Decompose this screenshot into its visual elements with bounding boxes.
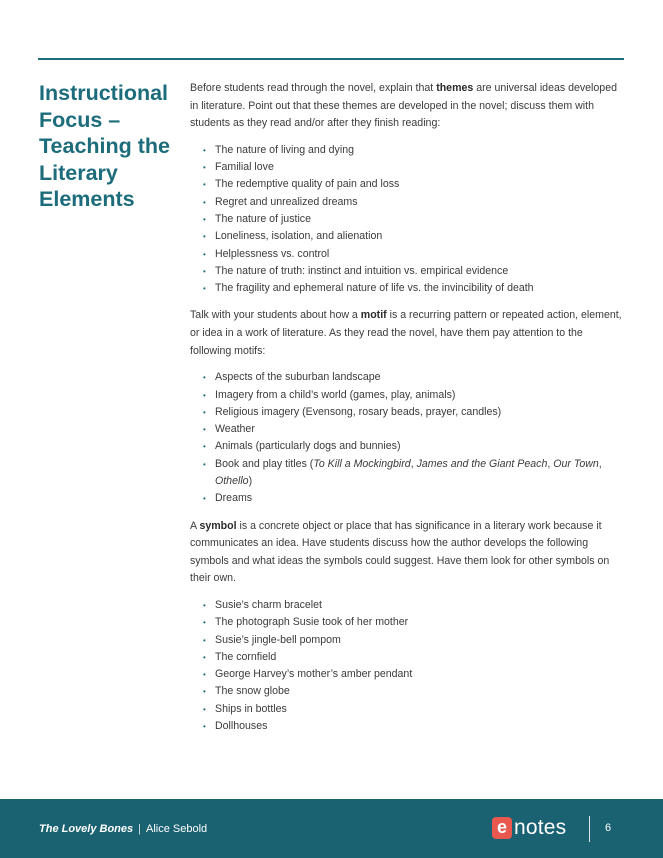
motifs-list — [190, 369, 626, 507]
symbols-term: symbol — [199, 519, 237, 532]
enotes-logo — [492, 816, 566, 840]
page-number: 6 — [605, 822, 612, 834]
top-divider — [38, 58, 624, 60]
list-item: • Susie’s jingle-bell pompom — [215, 632, 626, 649]
themes-intro: Before students read through the novel, explain that themes are universal ideas developed in literature. Point out that these themes are developed in the novel; discuss them with students as they read and/or after they finish reading: — [190, 82, 617, 130]
section-title-line: Elements — [39, 187, 135, 211]
list-item: • Dreams — [215, 490, 626, 507]
play-title: Our Town — [553, 457, 599, 470]
themes-list — [190, 142, 626, 298]
section-title-line: Literary — [39, 160, 118, 185]
book-title: To Kill a Mockingbird — [313, 457, 411, 470]
page-footer — [0, 799, 663, 858]
list-item: • The photograph Susie took of her mother — [215, 614, 626, 631]
list-item: • George Harvey’s mother’s amber pendant — [215, 666, 626, 683]
list-item: • The snow globe — [215, 683, 626, 700]
motifs-term: motif — [360, 309, 387, 322]
footer-divider — [589, 816, 590, 842]
section-title — [39, 80, 179, 213]
section-title-line: Instructional — [39, 81, 169, 105]
list-item: • Familial love — [215, 159, 626, 176]
list-item: • Helplessness vs. control — [215, 246, 626, 263]
list-item: • The nature of truth: instinct and intuition vs. empirical evidence — [215, 263, 626, 280]
section-title-line: Focus – — [39, 107, 121, 132]
list-item: • Susie’s charm bracelet — [215, 597, 626, 614]
themes-term: themes — [436, 82, 474, 94]
list-item: • Religious imagery (Evensong, rosary beads, prayer, candles) — [215, 404, 626, 421]
list-item: • The nature of living and dying — [215, 142, 626, 159]
footer-book-title: The Lovely Bones — [39, 823, 134, 835]
list-item: • The nature of justice — [215, 211, 626, 228]
list-item: • The redemptive quality of pain and loss — [215, 176, 626, 193]
play-title: Othello — [215, 475, 249, 488]
enotes-logo-text: notes — [514, 816, 567, 839]
footer-citation — [39, 823, 207, 835]
footer-author: Alice Sebold — [146, 823, 208, 835]
symbols-list — [190, 597, 626, 735]
list-item: • The fragility and ephemeral nature of life vs. the invincibility of death — [215, 280, 626, 297]
list-item: • Weather — [215, 421, 626, 438]
list-item: • Dollhouses — [215, 718, 626, 735]
main-content — [190, 80, 626, 745]
motifs-intro: Talk with your students about how a motif is a recurring pattern or repeated action, element, or idea in a work of literature. As they read the novel, have them pay attention to the following motifs: — [190, 309, 622, 357]
list-item: • Ships in bottles — [215, 701, 626, 718]
list-item: • Aspects of the suburban landscape — [215, 369, 626, 386]
list-item: • Animals (particularly dogs and bunnies) — [215, 438, 626, 455]
symbols-intro: A symbol is a concrete object or place that has significance in a literary work because it communicates an idea. Have students discuss how the author develops the following symbols and what ideas the symbols could suggest. Have them look for other symbols on their own. — [190, 519, 610, 585]
list-item: • Book and play titles (To Kill a Mockingbird, James and the Giant Peach, Our Town, Othello) — [215, 456, 626, 491]
list-item: • Regret and unrealized dreams — [215, 194, 626, 211]
book-title: James and the Giant Peach — [416, 457, 548, 470]
enotes-logo-mark: e — [492, 817, 512, 839]
list-item: • The cornfield — [215, 649, 626, 666]
section-title-line: Teaching the — [39, 134, 171, 158]
list-item: • Loneliness, isolation, and alienation — [215, 228, 626, 245]
list-item: • Imagery from a child’s world (games, play, animals) — [215, 387, 626, 404]
footer-separator: | — [138, 823, 141, 835]
